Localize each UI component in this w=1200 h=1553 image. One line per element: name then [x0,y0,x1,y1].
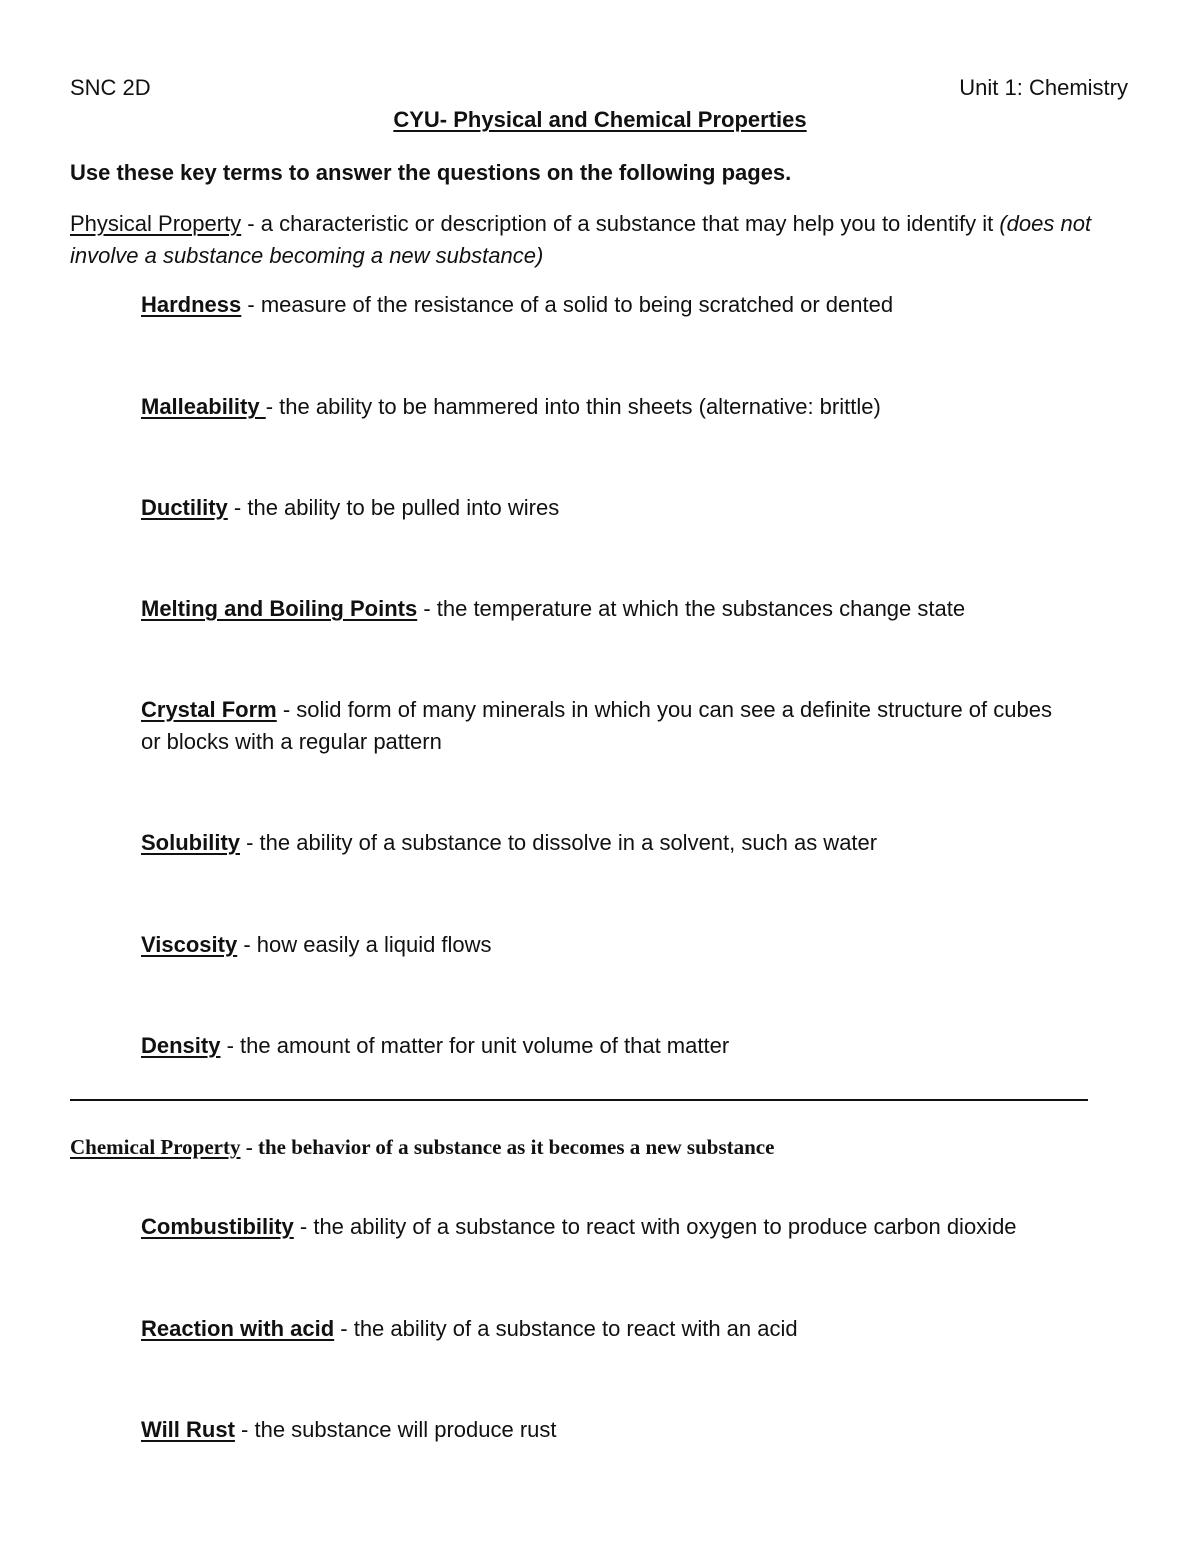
term-label: Ductility [141,495,228,520]
term-definition: - the ability to be pulled into wires [227,495,560,520]
term-definition: - the amount of matter for unit volume of that matter [220,1033,730,1058]
term-melting-boiling-points [141,593,965,625]
term-label: Malleability [141,394,266,419]
term-label: Solubility [141,830,240,855]
term-label: Reaction with acid [141,1316,335,1341]
term-label: Combustibility [141,1214,294,1239]
chemical-property-definition [70,1131,774,1163]
chemical-property-term: Chemical Property [70,1135,241,1159]
unit-label: Unit 1: Chemistry [959,75,1128,100]
term-definition: - the ability to be hammered into thin sheets (alternative: brittle) [265,394,881,419]
term-label: Will Rust [141,1417,235,1442]
term-crystal-form [141,694,1052,726]
term-reaction-with-acid [141,1313,798,1345]
term-combustibility [141,1211,1017,1243]
instruction-text: Use these key terms to answer the questions on the following pages. [70,160,792,185]
term-solubility [141,827,877,859]
term-definition: - how easily a liquid flows [237,932,492,957]
term-definition: - the temperature at which the substances change state [417,596,966,621]
physical-property-term: Physical Property [70,211,242,236]
chemical-property-text: - the behavior of a substance as it becomes a new substance [240,1135,775,1159]
term-malleability [141,391,881,423]
term-crystal-form-line2: or blocks with a regular pattern [141,729,442,754]
term-definition: - the substance will produce rust [234,1417,557,1442]
term-ductility [141,492,559,524]
term-density [141,1030,729,1062]
term-label: Hardness [141,292,242,317]
term-label: Crystal Form [141,697,277,722]
physical-property-text: - a characteristic or description of a substance that may help you to identify it [241,211,1000,236]
term-viscosity [141,929,492,961]
term-definition: - the ability of a substance to dissolve in a solvent, such as water [240,830,878,855]
term-definition: - solid form of many minerals in which you can see a definite structure of cubes [276,697,1052,722]
term-label: Melting and Boiling Points [141,596,418,621]
page-title: CYU- Physical and Chemical Properties [393,107,807,132]
physical-property-definition [70,208,1130,272]
course-code: SNC 2D [70,75,151,100]
term-label: Density [141,1033,221,1058]
term-definition: - measure of the resistance of a solid to being scratched or dented [241,292,894,317]
physical-property-note: (does not involve a substance becoming a new substance) [70,211,1092,268]
term-definition: - the ability of a substance to react with oxygen to produce carbon dioxide [293,1214,1017,1239]
term-will-rust [141,1414,557,1446]
term-label: Viscosity [141,932,238,957]
term-hardness [141,289,893,321]
section-divider [70,1099,1088,1101]
term-definition: - the ability of a substance to react with an acid [334,1316,798,1341]
